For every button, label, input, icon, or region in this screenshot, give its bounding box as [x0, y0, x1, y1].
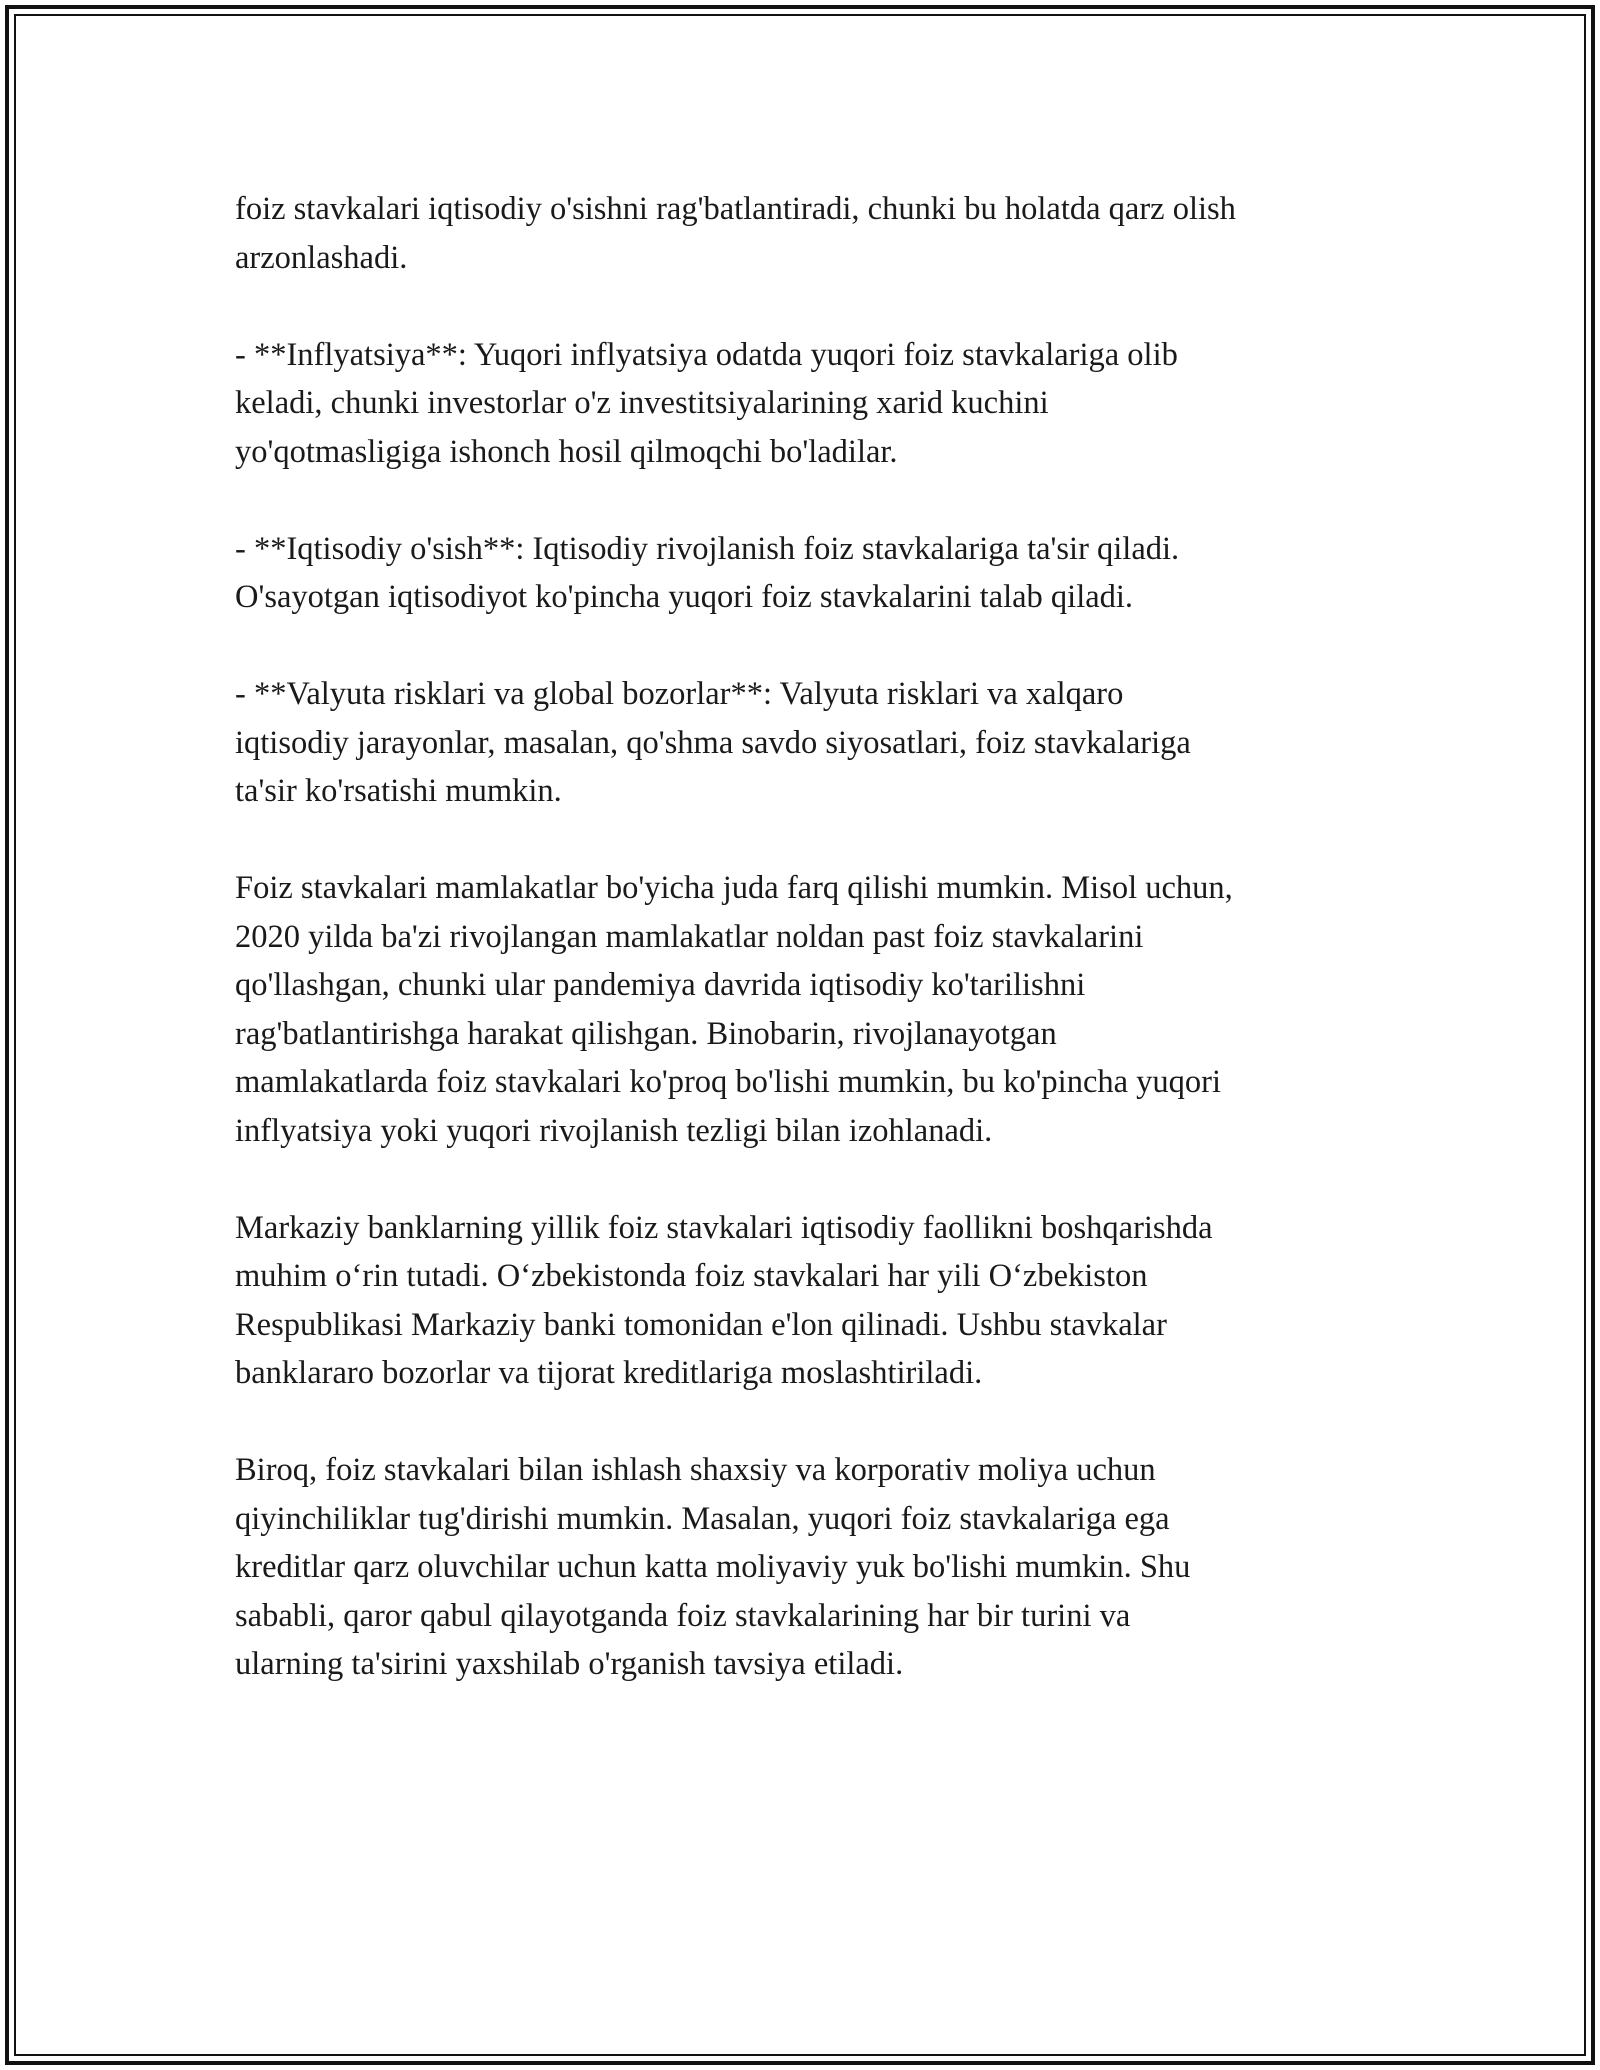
- list-item-inflation: - **Inflyatsiya**: Yuqori inflyatsiya odatda yuqori foiz stavkalariga olib keladi, chunki investorlar o'z investitsiyalarining xarid kuchini yo'qotmasligiga ishonch hosil qilmoqchi bo'ladilar.: [235, 336, 1178, 470]
- document-body: [235, 185, 1385, 1689]
- paragraph-intro-continuation: foiz stavkalari iqtisodiy o'sishni rag'batlantiradi, chunki bu holatda qarz olish arzonlashadi.: [235, 191, 1236, 276]
- list-item-economic-growth: - **Iqtisodiy o'sish**: Iqtisodiy rivojlanish foiz stavkalariga ta'sir qiladi. O'sayotgan iqtisodiyot ko'pincha yuqori foiz stavkalarini talab qiladi.: [235, 530, 1180, 615]
- list-item-currency-risks: - **Valyuta risklari va global bozorlar**: Valyuta risklari va xalqaro iqtisodiy jarayonlar, masalan, qo'shma savdo siyosatlari, foiz stavkalariga ta'sir ko'rsatishi mumkin.: [235, 676, 1191, 809]
- paragraph-central-banks: Markaziy banklarning yillik foiz stavkalari iqtisodiy faollikni boshqarishda muhim o‘rin tutadi. O‘zbekistonda foiz stavkalari har yili O‘zbekiston Respublikasi Markaziy banki tomonidan e'lon qilinadi. Ushbu stavkalar banklararo bozorlar va tijorat kreditlariga moslashtiriladi.: [235, 1209, 1213, 1391]
- paragraph-country-differences: Foiz stavkalari mamlakatlar bo'yicha juda farq qilishi mumkin. Misol uchun, 2020 yilda ba'zi rivojlangan mamlakatlar noldan past foiz stavkalarini qo'llashgan, chunki ular pandemiya davrida iqtisodiy ko'tarilishni rag'batlantirishga harakat qilishgan. Binobarin, rivojlanayotgan mamlakatlarda foiz stavkalari ko'proq bo'lishi mumkin, bu ko'pincha yuqori inflyatsiya yoki yuqori rivojlanish tezligi bilan izohlanadi.: [235, 870, 1233, 1149]
- paragraph-challenges: Biroq, foiz stavkalari bilan ishlash shaxsiy va korporativ moliya uchun qiyinchiliklar tug'dirishi mumkin. Masalan, yuqori foiz stavkalariga ega kreditlar qarz oluvchilar uchun katta moliyaviy yuk bo'lishi mumkin. Shu sababli, qaror qabul qilayotganda foiz stavkalarining har bir turini va ularning ta'sirini yaxshilab o'rganish tavsiya etiladi.: [235, 1452, 1191, 1682]
